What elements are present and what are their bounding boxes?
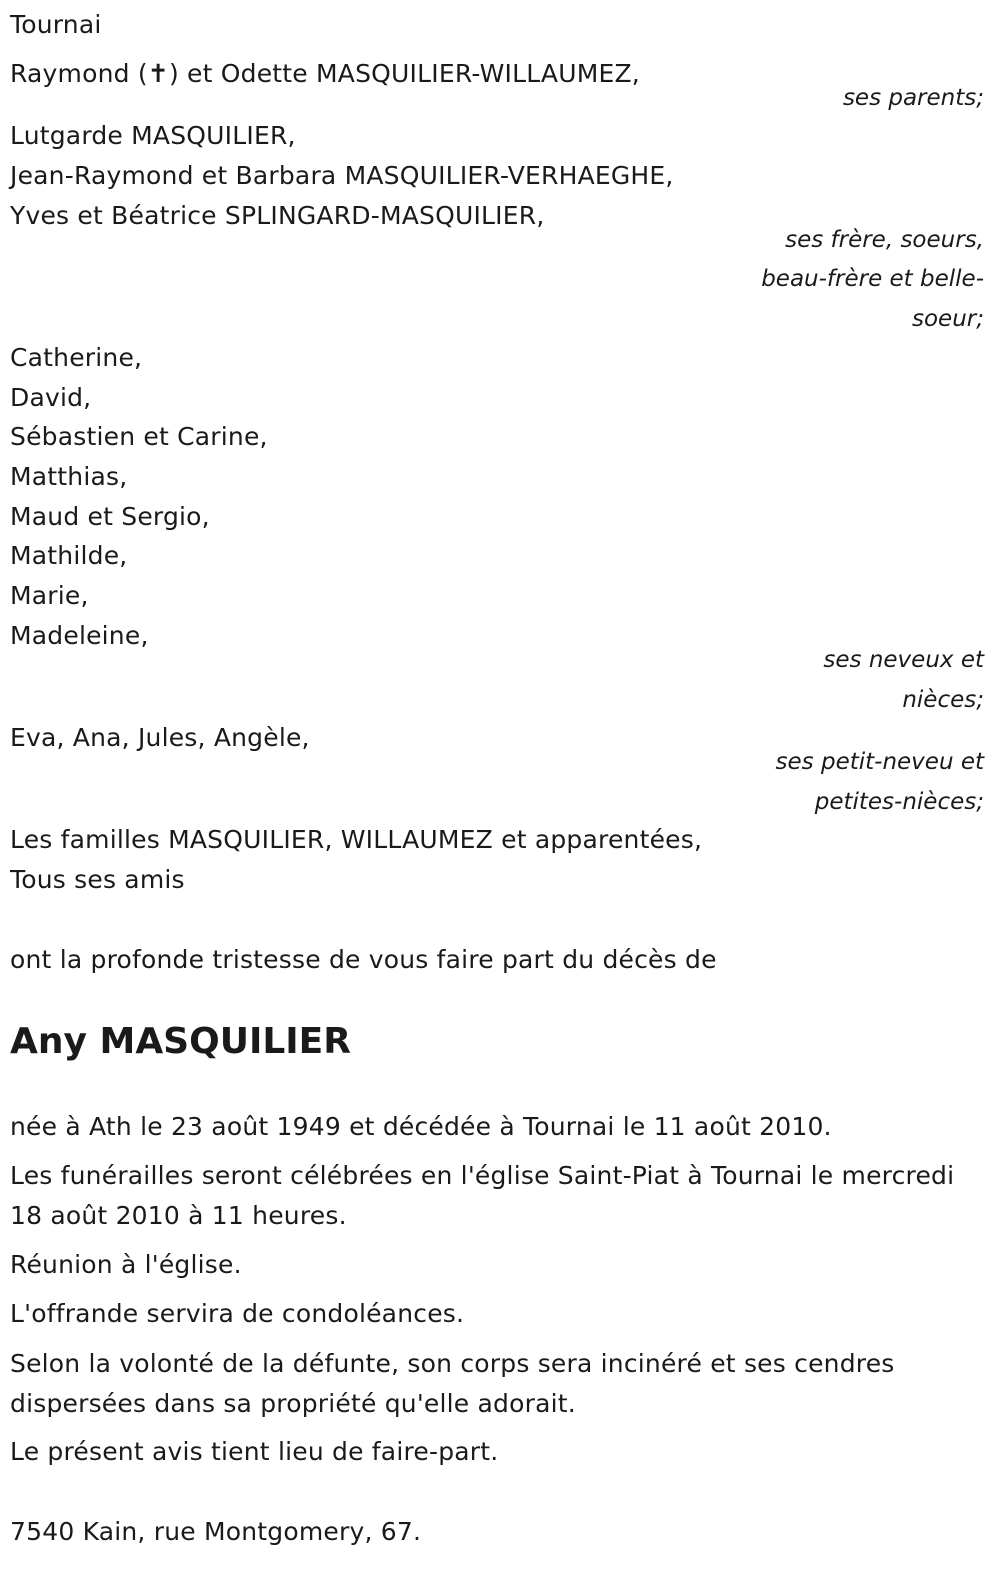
nephew-line: David,: [10, 383, 92, 412]
grandnephews-names: Eva, Ana, Jules, Angèle,: [10, 723, 310, 752]
grandnephews-relation-line: petites-nièces;: [814, 789, 984, 815]
grandnephews-relation-line: ses petit-neveu et: [775, 749, 984, 775]
cremation-text: Selon la volonté de la défunte, son corps sera incinéré et ses cendres dispersées dans sa propriété qu'elle adorait.: [10, 1349, 895, 1418]
parents-names: Raymond (✝) et Odette MASQUILIER-WILLAUMEZ,: [10, 59, 640, 88]
nephew-line: Marie,: [10, 581, 89, 610]
siblings-relation-line: beau-frère et belle-: [761, 266, 984, 292]
sibling-line: Lutgarde MASQUILIER,: [10, 121, 296, 150]
notice-text: Le présent avis tient lieu de faire-part.: [10, 1437, 499, 1466]
birth-death-text: née à Ath le 23 août 1949 et décédée à Tournai le 11 août 2010.: [10, 1112, 832, 1141]
nephews-relation-line: nièces;: [902, 687, 984, 713]
offering-text: L'offrande servira de condoléances.: [10, 1299, 465, 1328]
place-heading: Tournai: [10, 10, 102, 39]
nephews-relation-line: ses neveux et: [823, 647, 984, 673]
nephew-line: Maud et Sergio,: [10, 502, 210, 531]
nephew-line: Matthias,: [10, 462, 128, 491]
address-text: 7540 Kain, rue Montgomery, 67.: [10, 1517, 422, 1546]
sibling-line: Yves et Béatrice SPLINGARD-MASQUILIER,: [10, 201, 545, 230]
nephew-line: Madeleine,: [10, 621, 149, 650]
families-line: Tous ses amis: [10, 865, 185, 894]
sibling-line: Jean-Raymond et Barbara MASQUILIER-VERHAEGHE,: [10, 161, 674, 190]
nephew-line: Catherine,: [10, 343, 143, 372]
deceased-name: Any MASQUILIER: [10, 1021, 351, 1062]
parents-relation: ses parents;: [842, 85, 984, 111]
funeral-text: Les funérailles seront célébrées en l'église Saint-Piat à Tournai le mercredi 18 août 2010 à 11 heures.: [10, 1161, 955, 1230]
meeting-text: Réunion à l'église.: [10, 1250, 242, 1279]
nephew-line: Mathilde,: [10, 541, 128, 570]
announcement-text: ont la profonde tristesse de vous faire part du décès de: [10, 945, 717, 974]
siblings-relation-line: ses frère, soeurs,: [785, 227, 984, 253]
siblings-relation-line: soeur;: [912, 306, 984, 332]
families-line: Les familles MASQUILIER, WILLAUMEZ et apparentées,: [10, 825, 703, 854]
nephew-line: Sébastien et Carine,: [10, 422, 268, 451]
